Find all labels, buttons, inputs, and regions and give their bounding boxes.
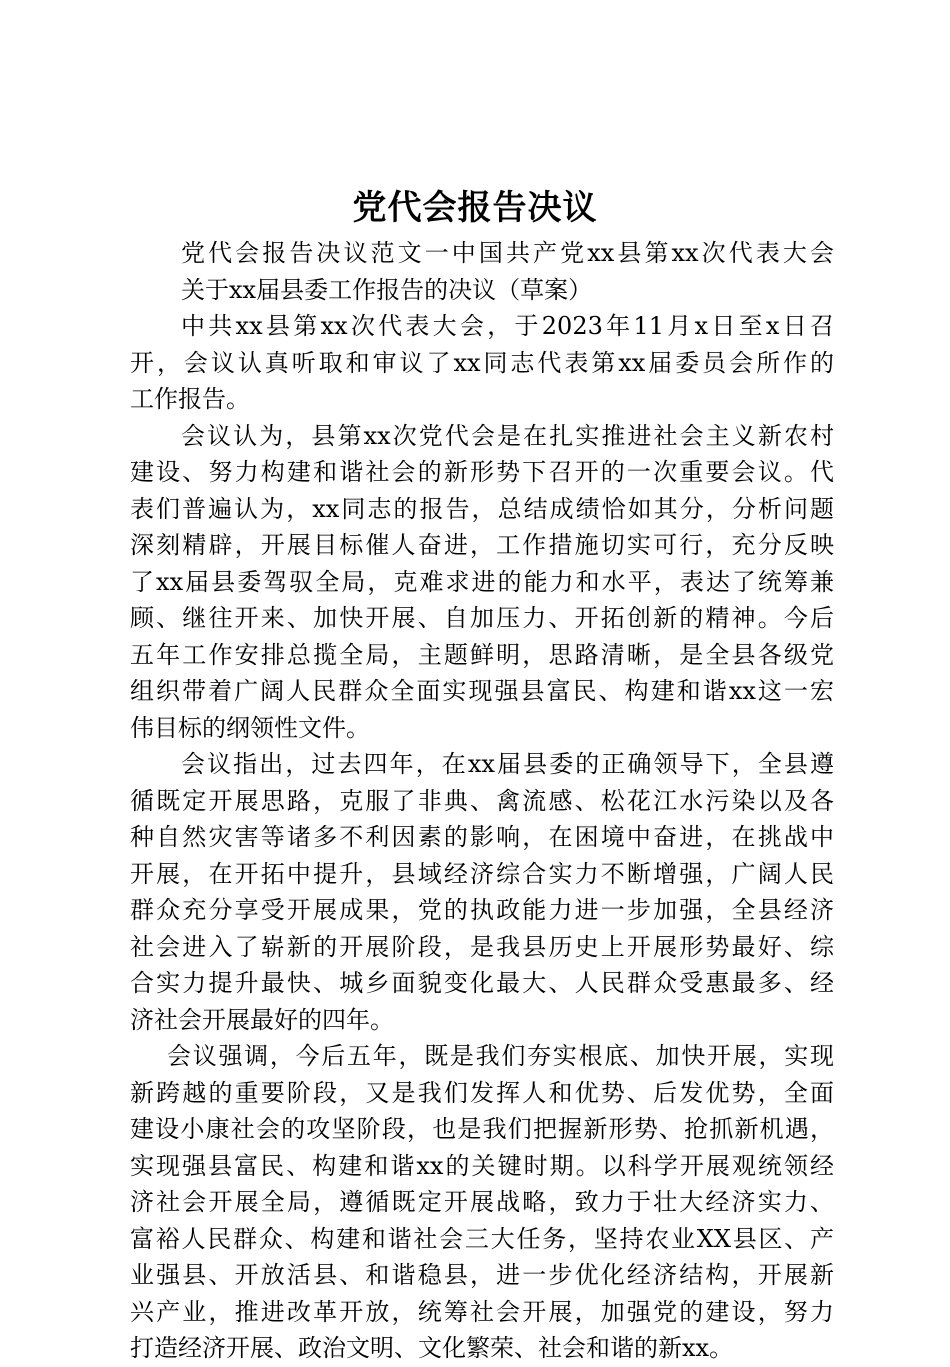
text-line: 关于xx届县委工作报告的决议（草案） [181, 275, 593, 304]
text-line: 伟目标的纲领性文件。 [130, 713, 370, 742]
text-line: 中共xx县第xx次代表大会，于2023年11月x日至x日召 [181, 312, 834, 340]
text-line: 打造经济开展、政治文明、文化繁荣、社会和谐的新xx。 [130, 1334, 734, 1362]
text-line: 党代会报告决议范文一中国共产党xx县第xx次代表大会 [181, 239, 834, 267]
text-line: 深刻精辟，开展目标催人奋进，工作措施切实可行，充分反映 [130, 531, 834, 559]
text-line: 工作报告。 [130, 385, 250, 413]
text-line: 了xx届县委驾驭全局，克难求进的能力和水平，表达了统筹兼 [130, 567, 834, 596]
document-title: 党代会报告决议 [352, 188, 598, 228]
text-line: 表们普遍认为，xx同志的报告，总结成绩恰如其分，分析问题 [130, 494, 834, 523]
text-line: 济社会开展全局，遵循既定开展战略，致力于壮大经济实力、 [130, 1188, 834, 1216]
document-body [130, 235, 834, 1367]
text-line: 富裕人民群众、构建和谐社会三大任务，坚持农业XX县区、产 [130, 1224, 834, 1253]
text-line: 五年工作安排总揽全局，主题鲜明，思路清晰，是全县各级党 [130, 640, 834, 669]
text-line: 开，会议认真听取和审议了xx同志代表第xx届委员会所作的 [130, 348, 834, 377]
text-line: 会议指出，过去四年，在xx届县委的正确领导下，全县遵 [181, 750, 834, 778]
text-line: 会议强调，今后五年，既是我们夯实根底、加快开展，实现 [167, 1042, 834, 1070]
text-line: 新跨越的重要阶段，又是我们发挥人和优势、后发优势，全面 [130, 1078, 834, 1107]
text-line: 顾、继往开来、加快开展、自加压力、开拓创新的精神。今后 [130, 604, 834, 632]
text-line: 社会进入了崭新的开展阶段，是我县历史上开展形势最好、综 [130, 932, 834, 961]
text-line: 兴产业，推进改革开放，统筹社会开展，加强党的建设，努力 [130, 1297, 834, 1326]
text-line: 群众充分享受开展成果，党的执政能力进一步加强，全县经济 [130, 896, 834, 924]
text-line: 种自然灾害等诸多不利因素的影响，在困境中奋进，在挑战中 [130, 823, 834, 851]
text-line: 建设小康社会的攻坚阶段，也是我们把握新形势、抢抓新机遇， [130, 1115, 834, 1143]
text-line: 开展，在开拓中提升，县域经济综合实力不断增强，广阔人民 [130, 859, 834, 888]
text-line: 济社会开展最好的四年。 [130, 1005, 394, 1034]
text-line: 业强县、开放活县、和谐稳县，进一步优化经济结构，开展新 [130, 1261, 834, 1289]
text-line: 循既定开展思路，克服了非典、禽流感、松花江水污染以及各 [130, 786, 834, 815]
text-line: 实现强县富民、构建和谐xx的关键时期。以科学开展观统领经 [130, 1151, 834, 1180]
text-line: 会议认为，县第xx次党代会是在扎实推进社会主义新农村 [181, 421, 834, 450]
text-line: 组织带着广阔人民群众全面实现强县富民、构建和谐xx这一宏 [130, 677, 834, 705]
text-line: 建设、努力构建和谐社会的新形势下召开的一次重要会议。代 [130, 458, 834, 486]
text-line: 合实力提升最快、城乡面貌变化最大、人民群众受惠最多、经 [130, 969, 834, 997]
